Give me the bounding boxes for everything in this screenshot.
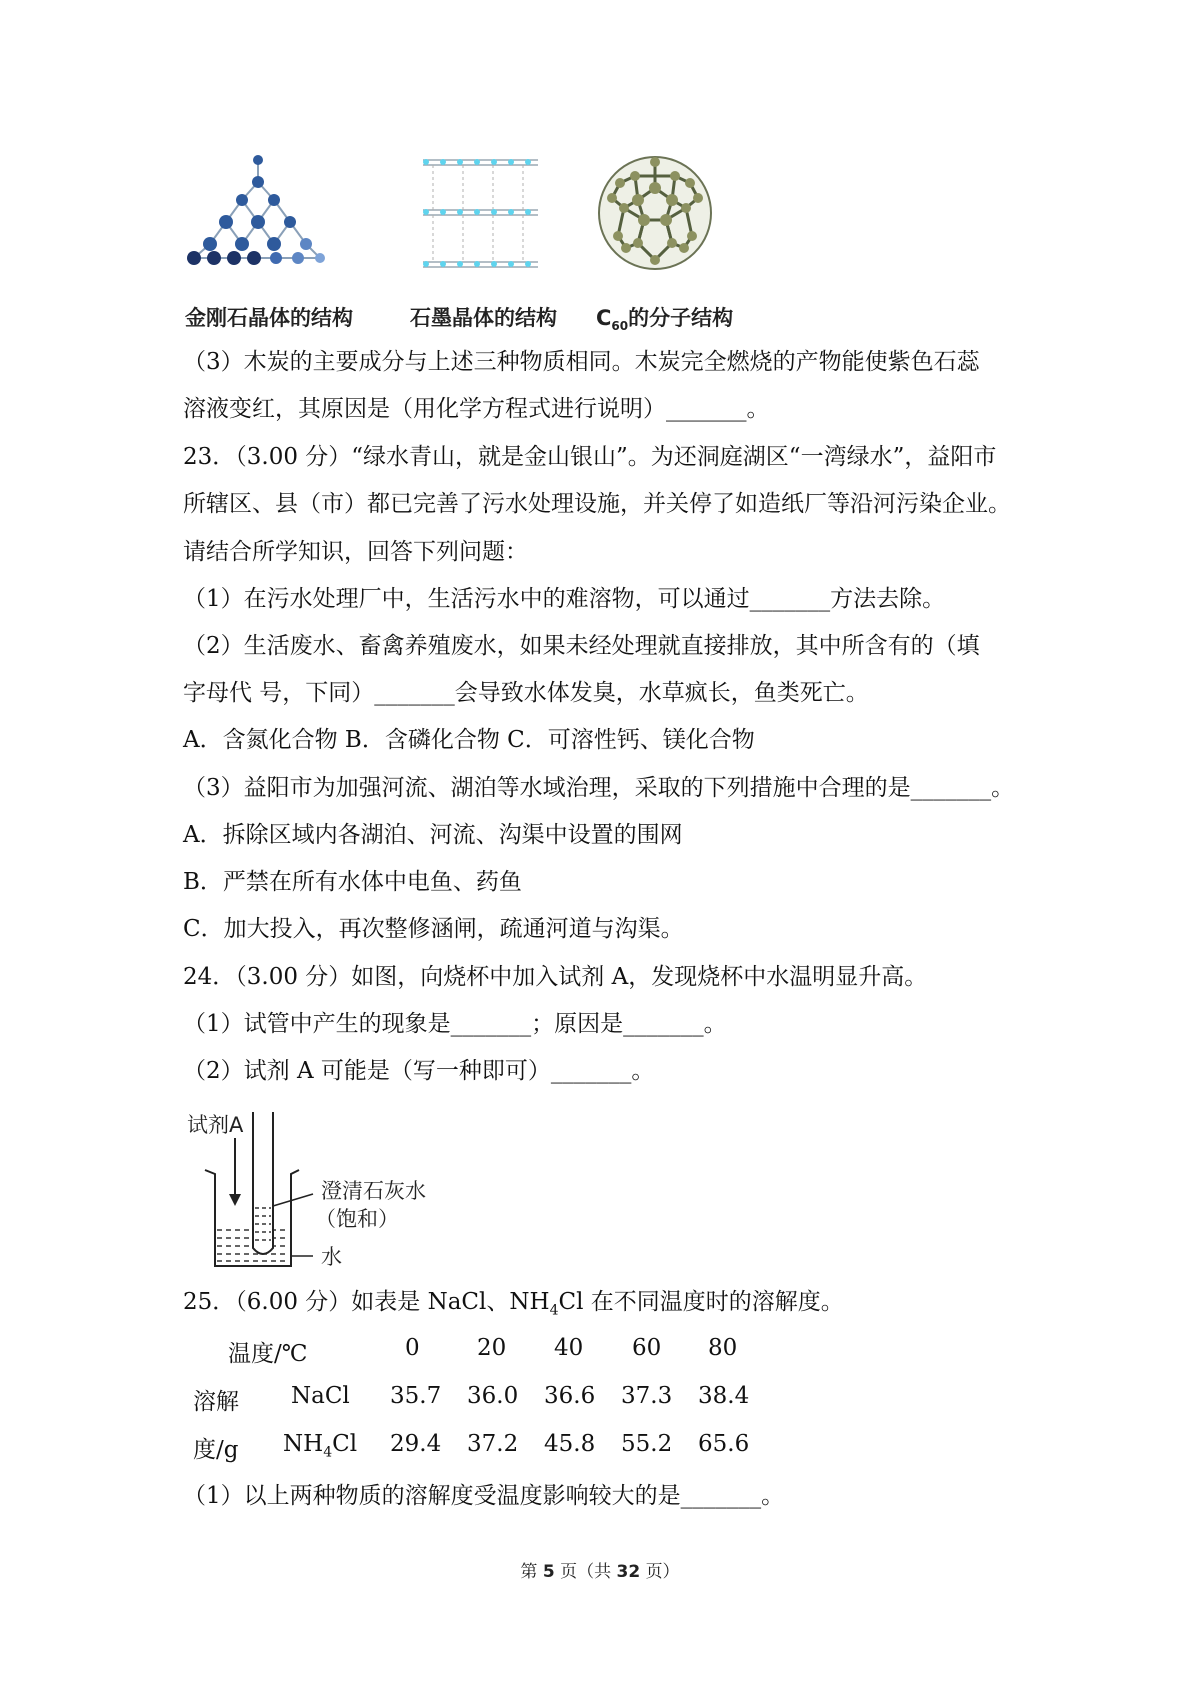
table-nh4cl-name [283, 1431, 357, 1461]
table-temp-80: 80 [708, 1335, 738, 1361]
q22-3-line2: 溶液变红，其原因是（用化学方程式进行说明）_______。 [183, 396, 770, 422]
q23-part3: （3）益阳市为加强河流、湖泊等水域治理，采取的下列措施中合理的是_______。 [183, 775, 1015, 801]
table-temp-60: 60 [632, 1335, 662, 1361]
table-temp-0: 0 [405, 1335, 420, 1361]
q24-stem: 24．（3.00 分）如图，向烧杯中加入试剂 A，发现烧杯中水温明显升高。 [183, 964, 928, 990]
table-temp-20: 20 [477, 1335, 507, 1361]
graphite-caption [410, 302, 557, 332]
table-row-label-top: 溶解 [193, 1389, 239, 1415]
table-nacl-20: 36.0 [467, 1383, 519, 1409]
footer-pre: 第 [520, 1562, 538, 1582]
reagent-arrow [229, 1138, 241, 1206]
table-nacl-80: 38.4 [698, 1383, 750, 1409]
q23-stem-line3: 请结合所学知识，回答下列问题： [183, 539, 528, 565]
table-nacl-60: 37.3 [621, 1383, 673, 1409]
table-nh4cl-pre: NH [283, 1431, 324, 1457]
table-nh4cl-40: 45.8 [544, 1431, 596, 1457]
table-nh4cl-80: 65.6 [698, 1431, 750, 1457]
q23-stem-line1: 23．（3.00 分）“绿水青山，就是金山银山”。为还洞庭湖区“一湾绿水”，益阳市 [183, 444, 997, 470]
q23-part1: （1）在污水处理厂中，生活污水中的难溶物，可以通过_______方法去除。 [183, 586, 946, 612]
q25-stem-pre: 25．（6.00 分）如表是 NaCl、NH [183, 1289, 550, 1315]
graphite-structure-figure [418, 150, 548, 280]
footer-page-number: 5 [542, 1562, 555, 1582]
q24-part2: （2）试剂 A 可能是（写一种即可）_______。 [183, 1058, 655, 1084]
limewater-label: 澄清石灰水 [321, 1179, 426, 1203]
water-label: 水 [321, 1245, 342, 1268]
q23-part2-line2: 字母代 号，下同）_______会导致水体发臭，水草疯长，鱼类死亡。 [183, 680, 869, 706]
c60-caption-c: C [596, 306, 612, 330]
diamond-caption-text: 金刚石晶体的结构 [185, 306, 353, 330]
q25-part1: （1）以上两种物质的溶解度受温度影响较大的是_______。 [183, 1483, 785, 1509]
table-header-label: 温度/℃ [228, 1341, 308, 1367]
q23-part2-options: A．含氮化合物 B．含磷化合物 C．可溶性钙、镁化合物 [183, 727, 755, 753]
q23-part3-option-c: C．加大投入，再次整修涵闸，疏通河道与沟渠。 [183, 916, 684, 942]
q24-part1: （1）试管中产生的现象是_______；原因是_______。 [183, 1011, 727, 1037]
saturated-label: （饱和） [315, 1207, 399, 1231]
footer-mid: 页（共 [560, 1562, 612, 1582]
footer-post: 页） [645, 1562, 680, 1582]
table-nacl-name: NaCl [291, 1383, 350, 1409]
table-nacl-40: 36.6 [544, 1383, 596, 1409]
reagent-a-label: 试剂A [187, 1113, 244, 1137]
q25-stem-post: Cl 在不同温度时的溶解度。 [558, 1289, 844, 1315]
c60-caption-suffix: 的分子结构 [628, 306, 734, 330]
q23-part3-option-a: A．拆除区域内各湖泊、河流、沟渠中设置的围网 [183, 822, 683, 848]
table-row-label-bottom: 度/g [193, 1437, 239, 1463]
table-nh4cl-post: Cl [332, 1431, 358, 1457]
c60-structure-figure [590, 148, 720, 278]
q23-stem-line2: 所辖区、县（市）都已完善了污水处理设施，并关停了如造纸厂等沿河污染企业。 [183, 491, 1011, 517]
diamond-structure-figure [180, 152, 350, 282]
table-nh4cl-20: 37.2 [467, 1431, 519, 1457]
q25-stem-sub: 4 [549, 1302, 559, 1319]
q23-part3-option-b: B．严禁在所有水体中电鱼、药鱼 [183, 869, 522, 895]
graphite-caption-text: 石墨晶体的结构 [410, 306, 557, 330]
table-nacl-0: 35.7 [390, 1383, 442, 1409]
diamond-caption [185, 302, 353, 332]
q23-part2-line1: （2）生活废水、畜禽养殖废水，如果未经处理就直接排放，其中所含有的（填 [183, 633, 980, 659]
c60-caption [596, 302, 733, 333]
table-nh4cl-0: 29.4 [390, 1431, 442, 1457]
page-footer [0, 1557, 1200, 1582]
q25-stem [183, 1286, 844, 1327]
beaker-apparatus-figure [183, 1108, 443, 1268]
q22-3-line1: （3）木炭的主要成分与上述三种物质相同。木炭完全燃烧的产物能使紫色石蕊 [183, 349, 980, 375]
table-nh4cl-sub: 4 [323, 1444, 333, 1461]
c60-caption-sub: 60 [611, 319, 629, 334]
table-temp-40: 40 [554, 1335, 584, 1361]
table-nh4cl-60: 55.2 [621, 1431, 673, 1457]
footer-total-pages: 32 [616, 1562, 641, 1582]
